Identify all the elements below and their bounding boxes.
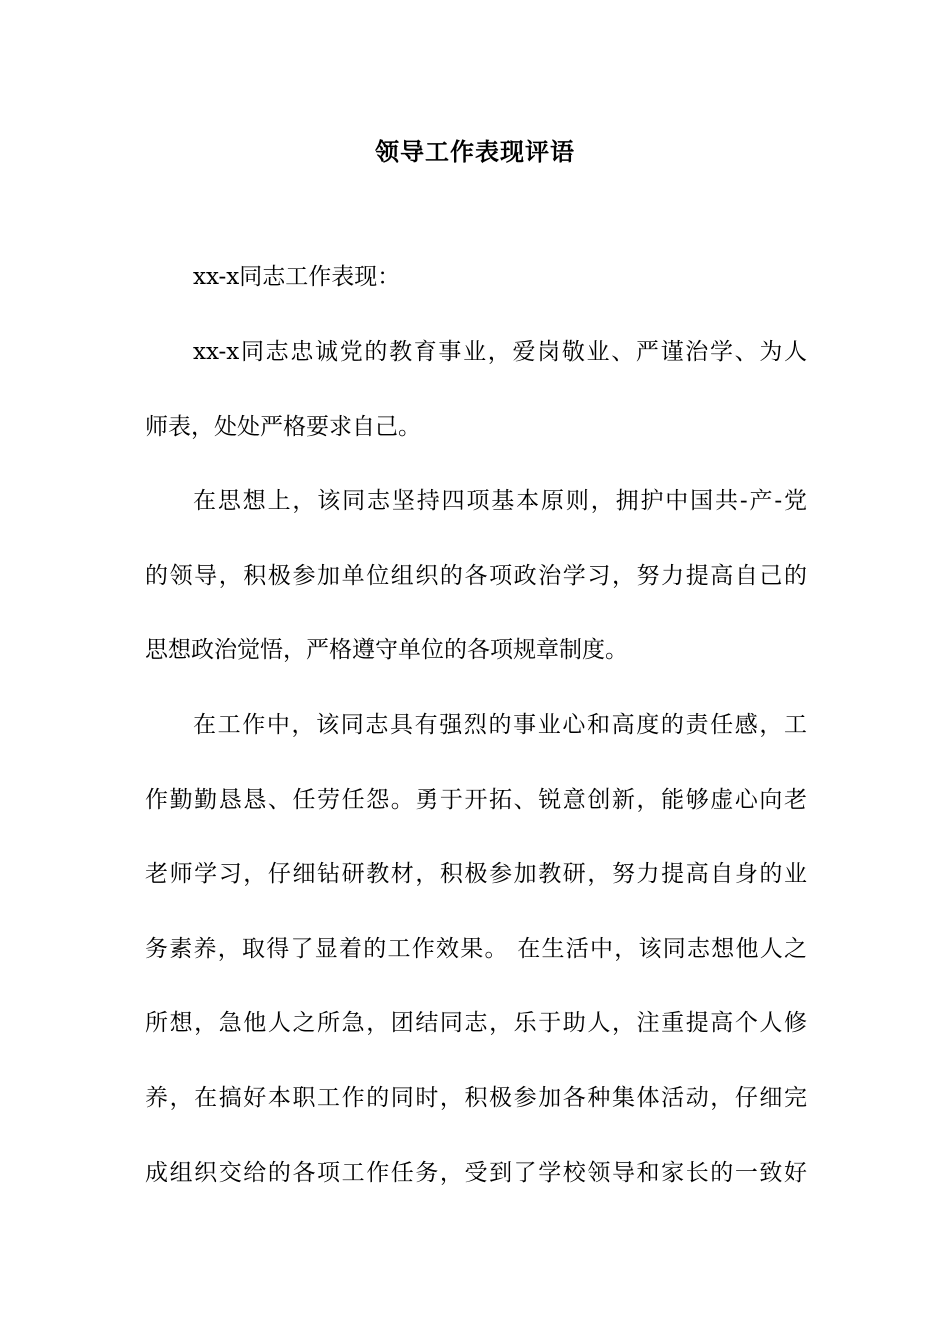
paragraph-line: 养，在搞好本职工作的同时，积极参加各种集体活动，仔细完	[145, 1085, 807, 1111]
paragraph-line: 在思想上，该同志坚持四项基本原则，拥护中国共-产-党	[193, 488, 807, 514]
salutation-line: xx-x同志工作表现：	[193, 264, 401, 290]
paragraph-line: 在工作中，该同志具有强烈的事业心和高度的责任感，工	[193, 712, 807, 738]
paragraph-line: 老师学习，仔细钻研教材，积极参加教研，努力提高自身的业	[145, 861, 807, 887]
paragraph-line: 师表，处处严格要求自己。	[145, 414, 421, 440]
paragraph-line: 思想政治觉悟，严格遵守单位的各项规章制度。	[145, 637, 628, 663]
paragraph-line: 务素养，取得了显着的工作效果。 在生活中，该同志想他人之	[145, 936, 807, 962]
paragraph-line: 成组织交给的各项工作任务，受到了学校领导和家长的一致好	[145, 1160, 807, 1186]
paragraph-line: 作勤勤恳恳、任劳任怨。勇于开拓、锐意创新，能够虚心向老	[145, 787, 807, 813]
paragraph-line: xx-x同志忠诚党的教育事业，爱岗敬业、严谨治学、为人	[193, 339, 807, 365]
document-title: 领导工作表现评语	[375, 137, 575, 166]
paragraph-line: 的领导，积极参加单位组织的各项政治学习，努力提高自己的	[145, 563, 807, 589]
paragraph-line: 所想，急他人之所急，团结同志，乐于助人，注重提高个人修	[145, 1010, 807, 1036]
